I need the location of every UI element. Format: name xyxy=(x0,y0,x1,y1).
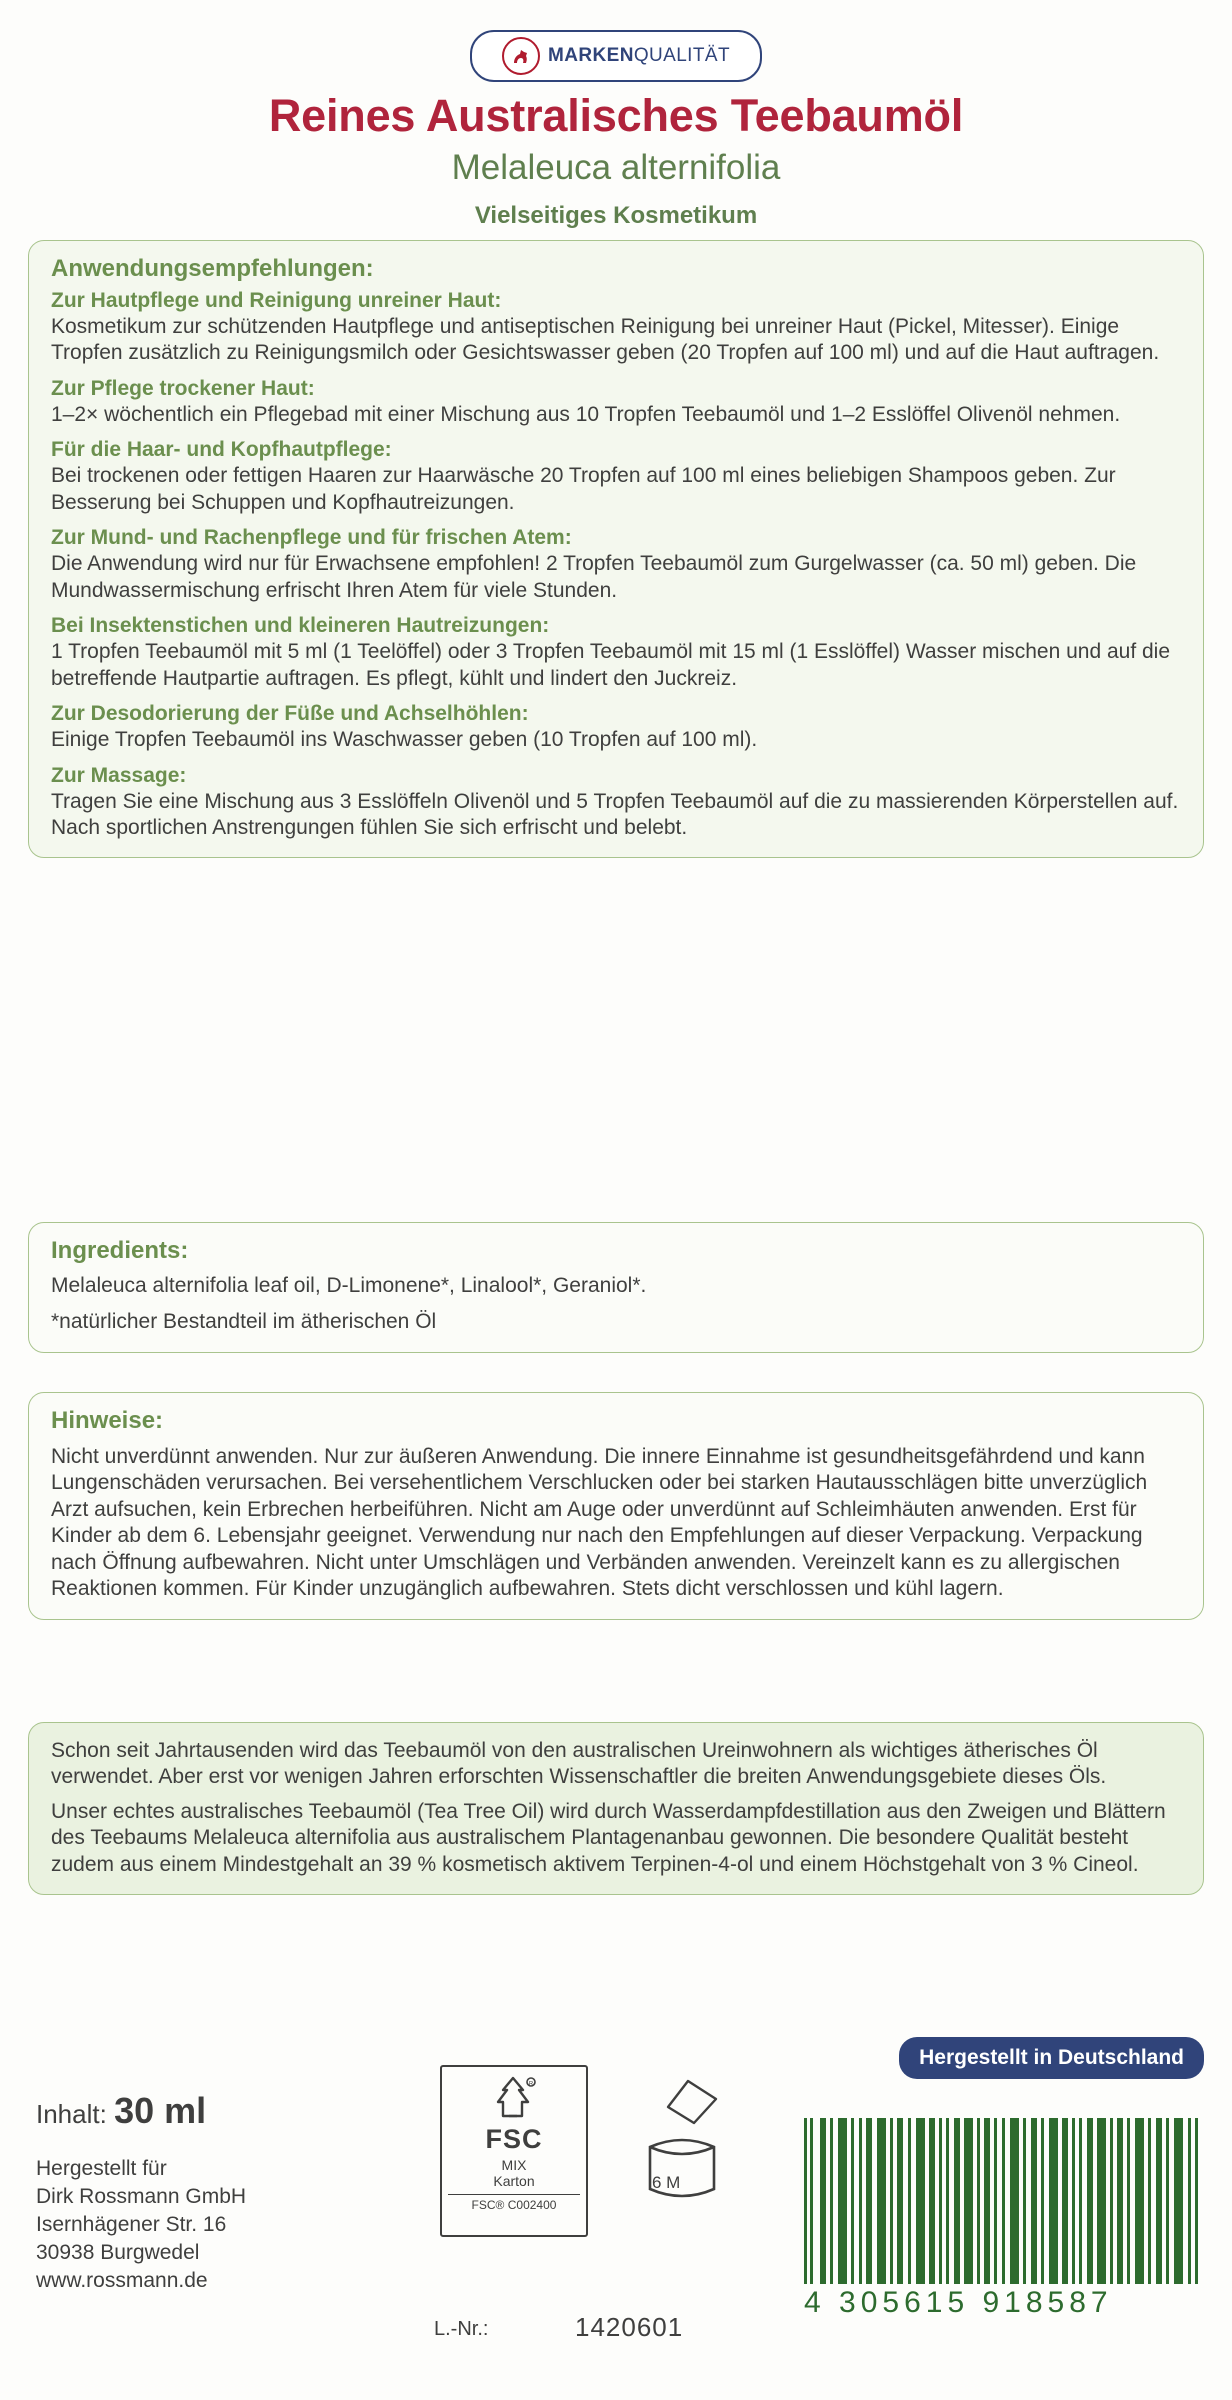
usage-section-text-1: 1–2× wöchentlich ein Pflegebad mit einer Mischung aus 10 Tropfen Teebaumöl und 1–2 Esslöffel Olivenöl nehmen. xyxy=(51,402,1121,426)
manufacturer-line-4: 30938 Burgwedel xyxy=(36,2240,200,2264)
usage-section-text-6: Tragen Sie eine Mischung aus 3 Esslöffeln Olivenöl und 5 Tropfen Teebaumöl auf die zu massierenden Körperstellen auf. Nach sportlichen Anstrengungen fühlen Sie sich erfrischt und belebt. xyxy=(51,789,1179,839)
usage-section-title-5: Zur Desodorierung der Füße und Achselhöhlen: xyxy=(51,702,529,726)
brand-marken: MARKEN xyxy=(548,45,634,66)
usage-section-text-2: Bei trockenen oder fettigen Haaren zur Haarwäsche 20 Tropfen auf 100 ml eines beliebigen Shampoos geben. Zur Besserung bei Schuppen und Kopfhautreizungen. xyxy=(51,464,1116,514)
ingredients-heading: Ingredients: xyxy=(51,1237,189,1264)
usage-section-title-1: Zur Pflege trockener Haut: xyxy=(51,376,315,400)
usage-section-title-6: Zur Massage: xyxy=(51,763,187,787)
barcode-number: 4 305615 918587 xyxy=(804,2286,1113,2319)
ingredients-box xyxy=(28,1222,1204,1353)
fsc-mark: FSC xyxy=(485,2124,543,2154)
usage-section-text-5: Einige Tropfen Teebaumöl ins Waschwasser geben (10 Tropfen auf 100 ml). xyxy=(51,728,758,752)
page-kicker: Vielseitiges Kosmetikum xyxy=(474,202,758,229)
brand-quality-text xyxy=(548,45,730,67)
ingredients-list: Melaleuca alternifolia leaf oil, D-Limonene*, Linalool*, Geraniol*. xyxy=(51,1274,647,1297)
fsc-code: FSC® C002400 xyxy=(448,2194,580,2212)
story-paragraph-1: Schon seit Jahrtausenden wird das Teebaumöl von den australischen Ureinwohnern als wichtiges ätherisches Öl verwendet. Aber erst vor wenigen Jahren erforschten Wissenschaftler die breiten Anwendungsgebiete dieses Öls. xyxy=(51,1739,1107,1789)
usage-heading: Anwendungsempfehlungen: xyxy=(51,255,374,282)
notes-text: Nicht unverdünnt anwenden. Nur zur äußeren Anwendung. Die innere Einnahme ist gesundheitsgefährdend und kann Lungenschäden verursachen. Bei versehentlichem Verschlucken oder bei starken Hautausschlägen bitte unverzüglich Arzt aufsuchen, kein Erbrechen herbeiführen. Nicht am Auge oder unverdünnt auf Schleimhäuten anwenden. Erst für Kinder ab dem 6. Lebensjahr geeignet. Verwendung nur nach den Empfehlungen auf dieser Verpackung. Verpackung nach Öffnung aufbewahren. Nicht unter Umschlägen und Verbänden anwenden. Vereinzelt kann es zu allergischen Reaktionen kommen. Für Kinder unzugänglich aufbewahren. Stets dicht verschlossen und kühl lagern. xyxy=(51,1445,1148,1601)
content-amount-label: Inhalt: xyxy=(36,2099,107,2129)
notes-heading: Hinweise: xyxy=(51,1407,164,1434)
usage-section-title-2: Für die Haar- und Kopfhautpflege: xyxy=(51,438,392,462)
horse-circle-icon xyxy=(502,37,540,75)
lot-label: L.-Nr.: xyxy=(434,2318,489,2340)
lot-value: 1420601 xyxy=(575,2312,684,2342)
barcode-bars xyxy=(804,2118,1204,2284)
barcode xyxy=(804,2118,1204,2318)
manufacturer-line-3: Isernhägener Str. 16 xyxy=(36,2212,227,2236)
content-amount-value: 30 ml xyxy=(114,2090,207,2131)
usage-box xyxy=(28,240,1204,858)
usage-section-title-4: Bei Insektenstichen und kleineren Hautreizungen: xyxy=(51,614,550,638)
manufacturer-address xyxy=(36,2155,246,2295)
usage-section-title-3: Zur Mund- und Rachenpflege und für frischen Atem: xyxy=(51,526,572,550)
usage-section-text-3: Die Anwendung wird nur für Erwachsene empfohlen! 2 Tropfen Teebaumöl zum Gurgelwasser (ca. 50 ml) geben. Die Mundwassermischung erfrischt Ihren Atem für viele Stunden. xyxy=(51,552,1137,602)
usage-section-text-0: Kosmetikum zur schützenden Hautpflege und antiseptischen Reinigung bei unreiner Haut (Pickel, Mitesser). Einige Tropfen zusätzlich zu Reinigungsmilch oder Gesichtswasser geben (20 Tropfen auf 100 ml) und auf die Haut auftragen. xyxy=(51,315,1160,365)
page-title: Reines Australisches Teebaumöl xyxy=(268,90,964,141)
brand-qualitaet: QUALITÄT xyxy=(633,45,730,66)
usage-section-title-0: Zur Hautpflege und Reinigung unreiner Haut: xyxy=(51,289,502,312)
fsc-label xyxy=(440,2065,588,2237)
page-subtitle: Melaleuca alternifolia xyxy=(451,148,781,187)
fsc-material: Karton xyxy=(493,2173,535,2189)
open-jar-icon xyxy=(630,2075,740,2225)
story-box xyxy=(28,1722,1204,1895)
manufacturer-website: www.rossmann.de xyxy=(36,2268,208,2292)
manufacturer-line-2: Dirk Rossmann GmbH xyxy=(36,2184,247,2208)
story-paragraph-2: Unser echtes australisches Teebaumöl (Tea Tree Oil) wird durch Wasserdampfdestillation aus den Zweigen und Blättern des Teebaums Melaleuca alternifolia aus australischem Plantagenanbau gewonnen. Die besondere Qualität besteht zudem aus einem Mindestgehalt an 39 % kosmetisch aktivem Terpinen-4-ol und einem Höchstgehalt von 3 % Cineol. xyxy=(51,1799,1166,1876)
brand-quality-badge xyxy=(470,30,762,82)
pao-value: 6 M xyxy=(652,2173,681,2192)
ingredients-footnote: *natürlicher Bestandteil im ätherischen Öl xyxy=(51,1310,437,1334)
fsc-mix: MIX xyxy=(501,2157,527,2173)
usage-section-text-4: 1 Tropfen Teebaumöl mit 5 ml (1 Teelöffel) oder 3 Tropfen Teebaumöl mit 15 ml (1 Esslöffel) Wasser mischen und auf die betreffende Hautpartie auftragen. Es pflegt, kühlt und lindert den Juckreiz. xyxy=(51,640,1171,690)
svg-text:R: R xyxy=(528,2081,534,2088)
manufacturer-line-1: Hergestellt für xyxy=(36,2157,167,2180)
content-amount xyxy=(36,2090,206,2132)
made-in-badge: Hergestellt in Deutschland xyxy=(899,2037,1204,2079)
fsc-tree-icon xyxy=(442,2071,586,2123)
notes-box xyxy=(28,1392,1204,1620)
